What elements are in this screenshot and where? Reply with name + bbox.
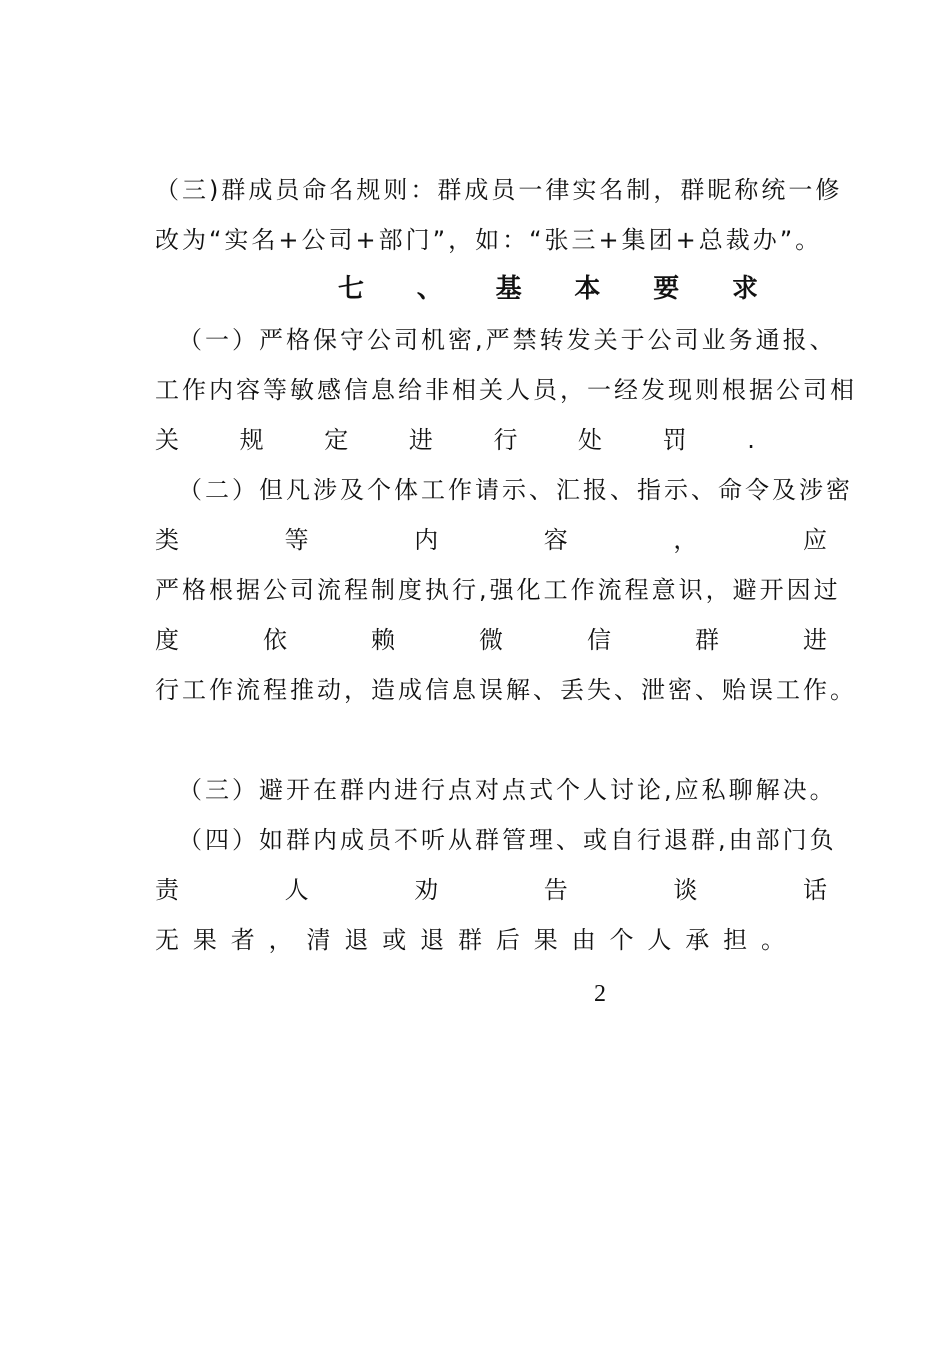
spread-char: 信 <box>587 626 611 654</box>
heading-char: 基 <box>495 274 522 304</box>
spread-char: 行 <box>493 426 518 454</box>
heading-char: 七 <box>338 274 365 304</box>
spread-char: 个 <box>609 926 634 954</box>
spread-char: 或 <box>382 926 407 954</box>
heading-char: 本 <box>574 274 601 304</box>
spread-char: 等 <box>284 526 309 554</box>
spread-char: 定 <box>324 426 349 454</box>
spread-char: 处 <box>578 426 603 454</box>
spread-char: 容 <box>543 526 568 554</box>
item1-line-1: （一）严格保守公司机密,严禁转发关于公司业务通报、 <box>178 326 837 354</box>
item1-line-2: 工作内容等敏感信息给非相关人员，一经发现则根据公司相 <box>155 376 857 404</box>
spread-char: 罚 <box>662 426 687 454</box>
spread-char: 谈 <box>673 876 698 904</box>
heading-char: 求 <box>731 274 758 304</box>
spread-char: 进 <box>803 626 827 654</box>
spread-char: 进 <box>408 426 433 454</box>
spread-char: ， <box>673 526 698 554</box>
spread-char: 退 <box>420 926 445 954</box>
spread-char: 无 <box>155 926 179 954</box>
item2-line-5: 行工作流程推动，造成信息误解、丢失、泄密、贻误工作。 <box>155 676 857 704</box>
spread-char: . <box>747 426 755 454</box>
spread-char: 。 <box>761 926 785 954</box>
spread-char: ， <box>268 926 293 954</box>
spread-char: 应 <box>802 526 827 554</box>
spread-char: 微 <box>479 626 503 654</box>
spread-char: 果 <box>192 926 217 954</box>
spread-char: 赖 <box>371 626 395 654</box>
spread-char: 人 <box>647 926 672 954</box>
spread-char: 规 <box>239 426 264 454</box>
page-number: 2 <box>594 981 606 1007</box>
spread-char: 承 <box>685 926 710 954</box>
item2-line-4 <box>155 620 827 660</box>
item3-line-1: （三）避开在群内进行点对点式个人讨论,应私聊解决。 <box>178 776 837 804</box>
item2-line-2 <box>155 520 827 560</box>
spread-char: 担 <box>723 926 748 954</box>
spread-char: 后 <box>495 926 520 954</box>
section-heading <box>338 269 758 309</box>
spread-char: 者 <box>230 926 255 954</box>
heading-char: 、 <box>416 274 443 304</box>
spread-char: 责 <box>155 876 179 904</box>
spread-char: 人 <box>284 876 309 904</box>
spread-char: 度 <box>155 626 179 654</box>
item4-line-1: （四）如群内成员不听从群管理、或自行退群,由部门负 <box>178 826 837 854</box>
spread-char: 类 <box>155 526 179 554</box>
spread-char: 退 <box>344 926 369 954</box>
spread-char: 果 <box>533 926 558 954</box>
item1-line-3 <box>155 420 755 460</box>
spread-char: 劝 <box>414 876 439 904</box>
naming-rule-line-2: 改为“实名+公司+部门”，如：“张三+集团+总裁办”。 <box>155 226 823 254</box>
spread-char: 群 <box>458 926 482 954</box>
item4-line-2 <box>155 870 827 910</box>
spread-char: 清 <box>306 926 331 954</box>
heading-char: 要 <box>653 274 680 304</box>
naming-rule-line-1: （三)群成员命名规则：群成员一律实名制，群昵称统一修 <box>155 176 843 204</box>
spread-char: 由 <box>571 926 596 954</box>
item4-line-3 <box>155 920 785 960</box>
spread-char: 群 <box>695 626 719 654</box>
spread-char: 告 <box>543 876 568 904</box>
spread-char: 内 <box>414 526 439 554</box>
spread-char: 话 <box>802 876 827 904</box>
spread-char: 关 <box>155 426 179 454</box>
spread-char: 依 <box>263 626 287 654</box>
item2-line-3: 严格根据公司流程制度执行,强化工作流程意识，避开因过 <box>155 576 841 604</box>
item2-line-1: （二）但凡涉及个体工作请示、汇报、指示、命令及涉密 <box>178 476 853 504</box>
